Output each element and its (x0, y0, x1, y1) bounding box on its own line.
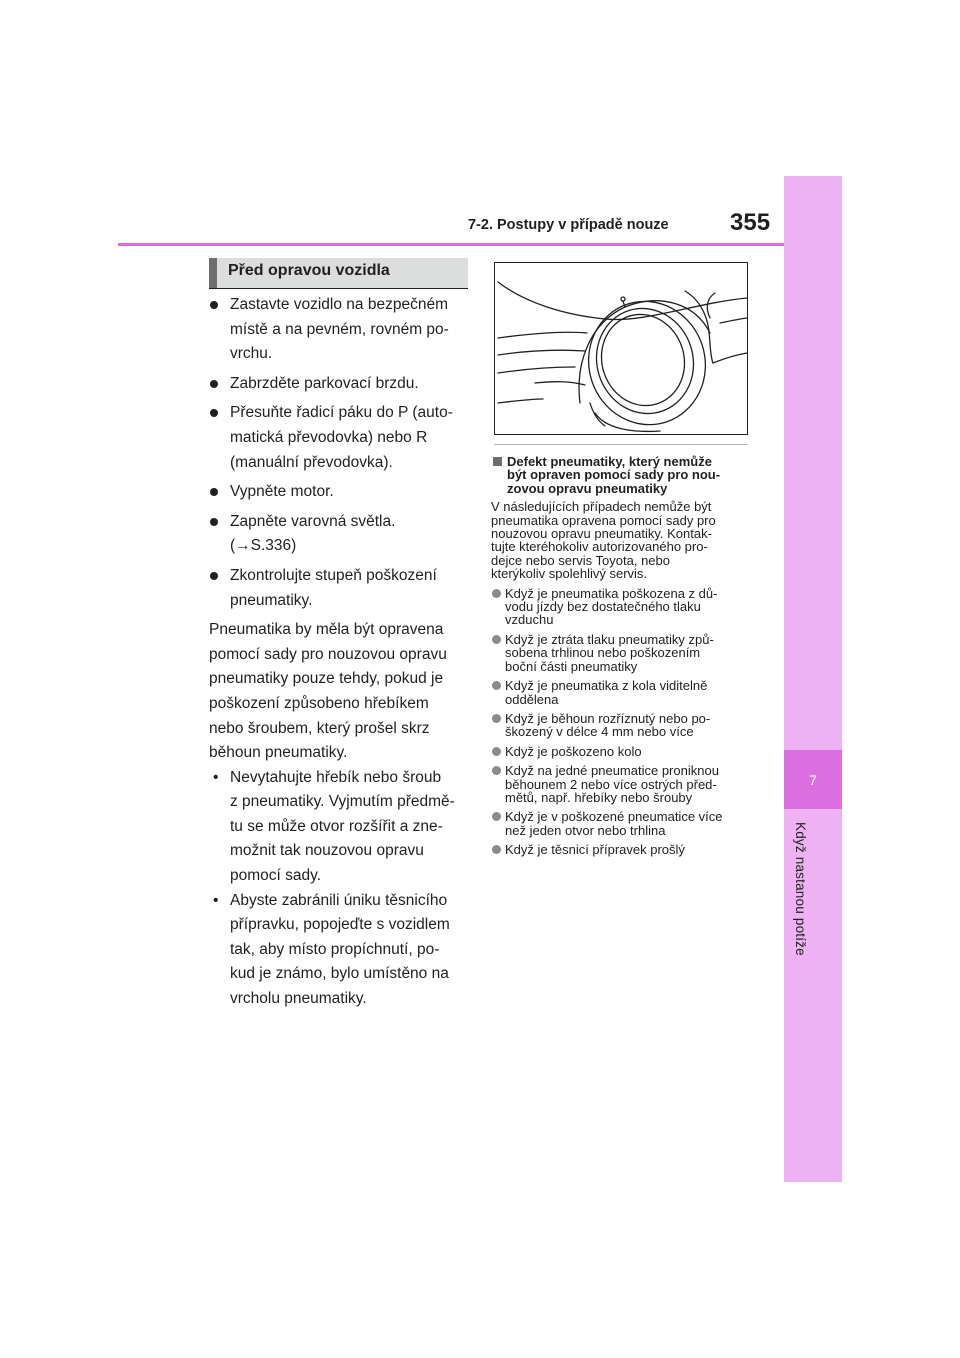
bullet-item (209, 564, 471, 613)
tire-illustration (494, 262, 748, 435)
text-line: sobena trhlinou nebo poškozením (505, 645, 701, 661)
text-line: běhounem 2 nebo více ostrých před- (505, 776, 717, 792)
text-line: pneumatika opravena pomocí sady pro (491, 512, 716, 528)
condition-item (491, 633, 753, 673)
text-line: zovou opravu pneumatiky (507, 480, 668, 496)
section-heading-text: Před opravou vozidla (228, 262, 390, 279)
text-line: Když je těsnicí přípravek prošlý (505, 842, 685, 858)
section-heading (209, 258, 468, 288)
text-line: Když na jedné pneumatice proniknou (505, 763, 719, 779)
bullet-dot-icon (210, 380, 218, 388)
text-line: z pneumatiky. Vyjmutím předmě- (230, 793, 455, 811)
note-item (209, 889, 471, 1012)
bullet-item (209, 510, 471, 559)
text-line: Pneumatika by měla být opravena (209, 621, 444, 639)
text-line: Když je poškozeno kolo (505, 743, 642, 759)
text-line: Defekt pneumatiky, který nemůže (507, 454, 712, 469)
circle-bullet-icon (492, 681, 501, 690)
note-marker: • (213, 768, 219, 786)
text-line: Když je běhoun rozříznutý nebo po- (505, 710, 711, 726)
bullet-item (209, 372, 471, 397)
text-line: tak, aby místo propíchnutí, po- (230, 940, 440, 958)
condition-item (491, 843, 753, 856)
text-line: tujte kteréhokoliv autorizovaného pro- (491, 539, 708, 555)
text-line: Abyste zabránili úniku těsnicího (230, 891, 448, 909)
text-line: Zastavte vozidlo na bezpečném (230, 296, 448, 313)
text-line: oddělena (505, 691, 559, 707)
text-line: pomocí sady pro nouzovou opravu (209, 645, 447, 663)
text-line: možnit tak nouzovou opravu (230, 842, 424, 860)
chapter-number: 7 (809, 772, 817, 788)
text-line: pneumatiky pouze tehdy, pokud je (209, 670, 444, 688)
text-line: (→S.336) (230, 537, 297, 555)
text-line: tu se může otvor rozšířit a zne- (230, 817, 443, 835)
text-line: Když je ztráta tlaku pneumatiky způ- (505, 631, 714, 647)
note-item (209, 766, 471, 889)
text-line: přípravku, popojeďte s vozidlem (230, 916, 450, 934)
text-line: Zkontrolujte stupeň poškození (230, 566, 437, 584)
circle-bullet-icon (492, 635, 501, 644)
condition-item (491, 712, 753, 739)
text-line: vodu jízdy bez dostatečného tlaku (505, 599, 701, 615)
chapter-number-tab (784, 750, 842, 809)
text-line: Nevytahujte hřebík nebo šroub (230, 768, 442, 786)
circle-bullet-icon (492, 812, 501, 821)
figure-rule (494, 444, 748, 445)
text-line: pneumatiky. (230, 591, 313, 609)
condition-item (491, 745, 753, 758)
text-line: místě a na pevném, rovném po- (230, 320, 449, 338)
bullet-item (209, 480, 471, 505)
chapter-title: Když nastanou potíže (793, 822, 808, 956)
text-line: běhoun pneumatiky. (209, 744, 348, 762)
chapter-side-tab (784, 176, 842, 1182)
text-line: být opraven pomocí sady pro nou- (507, 467, 721, 483)
circle-bullet-icon (492, 845, 501, 854)
condition-item (491, 679, 753, 706)
condition-item (491, 810, 753, 837)
circle-bullet-icon (492, 766, 501, 775)
circle-bullet-icon (492, 589, 501, 598)
circle-bullet-icon (492, 747, 501, 756)
bullet-dot-icon (210, 409, 218, 417)
text-line: Vypněte motor. (230, 483, 334, 501)
right-column (491, 455, 753, 863)
square-bullet-icon (493, 457, 502, 466)
text-line: kud je známo, bylo umístěno na (230, 965, 449, 983)
bullet-item (209, 293, 471, 367)
text-line: než jeden otvor nebo trhlina (505, 822, 666, 838)
text-line: V následujících případech nemůže být (491, 499, 712, 515)
text-line: Když je pneumatika z kola viditelně (505, 678, 708, 694)
text-line: Zapněte varovná světla. (230, 512, 396, 530)
condition-item (491, 764, 753, 804)
bullet-dot-icon (210, 572, 218, 580)
text-line: boční části pneumatiky (505, 658, 638, 674)
condition-item (491, 587, 753, 627)
text-line: mětů, např. hřebíky nebo šrouby (505, 789, 693, 805)
text-line: Přesuňte řadicí páku do P (auto- (230, 404, 453, 422)
text-line: Když je v poškozené pneumatice více (505, 809, 723, 825)
text-line: vzduchu (505, 612, 554, 628)
text-line: poškození způsobeno hřebíkem (209, 694, 429, 712)
bullet-item (209, 401, 471, 475)
bullet-dot-icon (210, 301, 218, 309)
header-rule (118, 243, 784, 246)
page-number: 355 (730, 209, 771, 236)
text-line: (manuální převodovka). (230, 453, 393, 471)
text-line: nouzovou opravu pneumatiky. Kontak- (491, 526, 712, 542)
text-line: matická převodovka) nebo R (230, 428, 428, 446)
text-line: Když je pneumatika poškozena z dů- (505, 585, 718, 601)
left-column (209, 293, 471, 1012)
text-line: dejce nebo servis Toyota, nebo (491, 552, 670, 568)
bullet-dot-icon (210, 518, 218, 526)
running-header-title: 7-2. Postupy v případě nouze (468, 217, 669, 233)
car-front-wheel-drawing (495, 263, 747, 434)
note-marker: • (213, 891, 219, 909)
section-heading-rule (209, 288, 468, 289)
text-line: nebo šroubem, který prošel skrz (209, 719, 430, 737)
subsection-intro (491, 500, 753, 580)
text-line: vrchu. (230, 345, 273, 363)
text-line: kterýkoliv spolehlivý servis. (491, 566, 648, 582)
text-line: vrcholu pneumatiky. (230, 990, 367, 1008)
body-paragraph (209, 618, 471, 766)
text-line: pomocí sady. (230, 867, 322, 885)
subsection-heading (491, 455, 753, 495)
text-line: škozený v délce 4 mm nebo více (505, 724, 694, 740)
text-line: Zabrzděte parkovací brzdu. (230, 374, 419, 392)
circle-bullet-icon (492, 714, 501, 723)
bullet-dot-icon (210, 488, 218, 496)
